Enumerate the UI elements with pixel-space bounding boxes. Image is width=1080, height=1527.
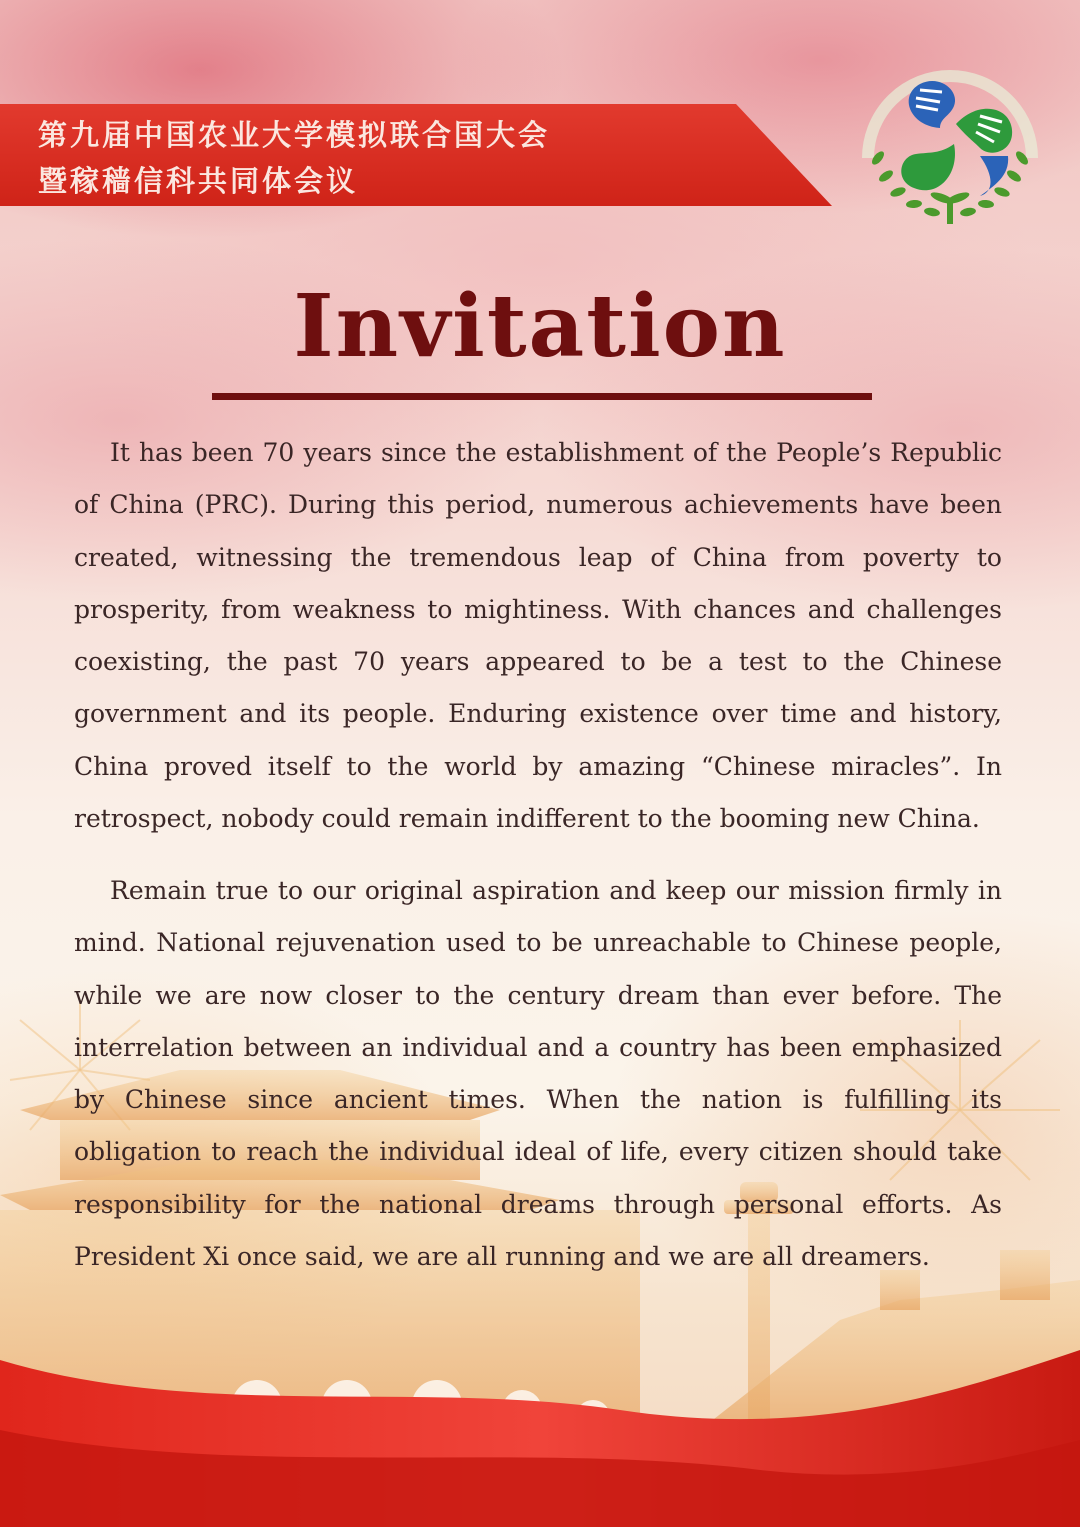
banner-title-line-2: 暨稼穑信科共同体会议 [38,164,359,198]
document-title: Invitation [293,276,787,377]
banner-title-line-1: 第九届中国农业大学模拟联合国大会 [38,118,551,152]
title-underline [212,393,872,400]
body-paragraph-1: It has been 70 years since the establishment of the People’s Republic of China (PRC). During this period, numerous achievements have been created, witnessing the tremendous leap of China from poverty to prosperity, from weakness to mightiness. With chances and challenges coexisting, the past 70 years appeared to be a test to the Chinese government and its people. Enduring existence over time and history, China proved itself to the world by amazing “Chinese miracles”. In retrospect, nobody could remain indifferent to the booming new China. [74,438,1002,834]
body-paragraph-2: Remain true to our original aspiration and keep our mission firmly in mind. National rejuvenation used to be unreachable to Chinese people, while we are now closer to the century dream than ever before. The interrelation between an individual and a country has been emphasized by Chinese since ancient times. When the nation is fulfilling its obligation to reach the individual ideal of life, every citizen should take responsibility for the national dreams through personal efforts. As President Xi once said, we are all running and we are all dreamers. [74,876,1002,1272]
mun-conference-logo-icon [850,48,1050,233]
